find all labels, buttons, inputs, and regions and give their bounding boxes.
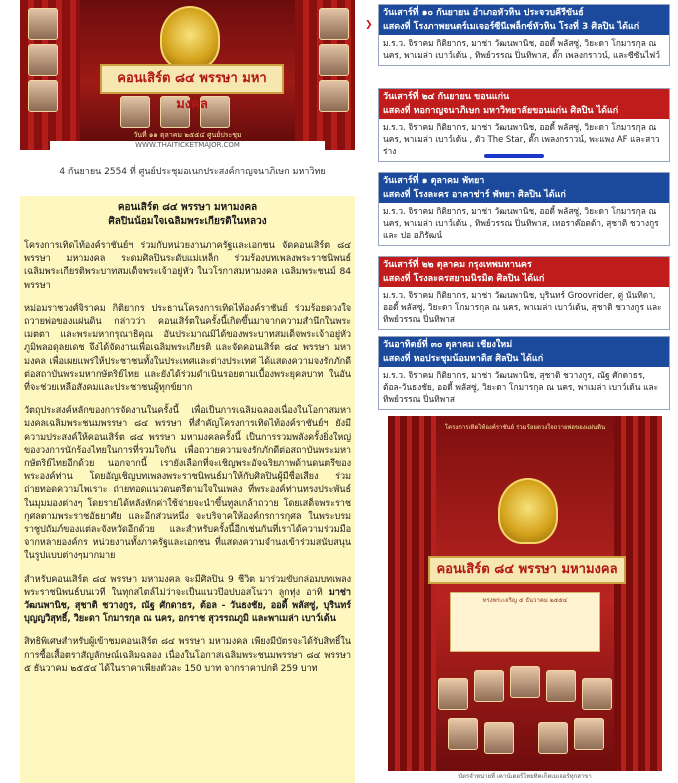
- article-paragraph: สิทธิพิเศษสำหรับผู้เข้าชมคอนเสิร์ต ๘๔ พรรษา มหามงคล เพียงมีบัตรจะได้รับสิทธิ์ในการซื้อเสื้อตราสัญลักษณ์เฉลิมฉลอง เนื่องในโอกาสเฉลิมพระชนมพรรษา ๘๔ พรรษา ๕ ธันวาคม ๒๕๕๔ ได้ในราคาเพียงตัวละ 150 บาท จากราคาปกติ 259 บาท: [24, 636, 351, 674]
- article-box: [20, 196, 355, 783]
- royal-emblem-icon: [498, 478, 558, 544]
- artist-portrait: [28, 44, 58, 76]
- schedule-date: วันเสาร์ที่ ๑๐ กันยายน อำเภอหัวหิน ประจวบคีรีขันธ์: [379, 5, 669, 21]
- schedule-venue: แสดงที่ โรงละครสยามนิรมิต ศิลปิน ได้แก่: [379, 273, 669, 287]
- article-paragraph: หม่อมราชวงศ์จิราคม กิติยากร ประธานโครงการเทิดไท้องค์ราชันย์ ร่วมร้อยดวงใจถวายพ่อของแผ่นดิน กล่าวว่า คอนเสิร์ตในครั้งนี้เกิดขึ้นมาจากความสำนึกในพระเมตตา และพระมหากรุณาธิคุณ อันประมาณมิได้ของพระบาทสมเด็จพระเจ้าอยู่หัวภูมิพลอดุลยเดช จึงได้จัดงานเพื่อเฉลิมพระเกียรติ และจัดคอนเสิร์ต ๘๔ พรรษา มหามงคล เพื่อเผยแพร่ให้ประชาชนทั้งในประเทศและต่างประเทศ ได้แสดงความจงรักภักดีต่อสถาบันพระมหากษัตริย์ไทย และยังได้ร่วมดำเนินรอยตามเบื้องพระยุคลบาท ในอันที่จะช่วยเหลือสังคมและประชาชนผู้ทุกข์ยาก: [24, 302, 351, 394]
- poster-curtain-left: [388, 416, 436, 783]
- artist-portrait: [474, 670, 504, 702]
- poster-footer: บัตรจำหน่ายที่ เคาน์เตอร์ไทยทิคเก็ตเมเจอร์ทุกสาขา: [388, 771, 662, 783]
- banner-title: คอนเสิร์ต ๘๔ พรรษา มหามงคล: [100, 64, 284, 94]
- schedule-artists: ม.ร.ว. จิราคม กิติยากร, มาช่า วัฒนพานิช, บุรินทร์ Groovrider, ตู่ นันทิดา, ออดี้ พลัสซู่, วิยะดา โกมารกุล ณ นคร, พาเมล่า เบาว์เด้น, สุชาติ ชวางกูร และทิพย์วรรณ ปิ่นทิพาส: [383, 290, 662, 324]
- image-caption: 4 กันยายน 2554 ที่ ศูนย์ประชุมอเนกประสงค์กาญจนาภิเษก มหาวิทย: [59, 167, 326, 177]
- artist-portrait: [319, 80, 349, 112]
- artist-portrait: [546, 670, 576, 702]
- schedule-artists: ม.ร.ว. จิราคม กิติยากร, มาช่า วัฒนพานิช, สุชาติ ชวางกูร, ณัฐ ศักดาธร, ต้อล-วันธงชัย, ออดี้ พลัสซู่, วิยะดา โกมารกุล ณ นคร, พาเมล่า เบาว์เด้น และทิพย์วรรณ ปิ่นทิพาส: [383, 370, 659, 404]
- artist-portrait: [120, 96, 150, 128]
- highlight-underline: [484, 154, 544, 158]
- poster-scroll: ทรงพระเจริญ ๕ ธันวาคม ๒๕๕๔: [450, 592, 600, 652]
- artist-portrait: [448, 718, 478, 750]
- schedule-card: [378, 256, 670, 330]
- article-subtitle: ศิลปินน้อมใจเฉลิมพระเกียรติในหลวง: [108, 216, 267, 227]
- schedule-artists: ม.ร.ว. จิราคม กิติยากร, มาช่า วัฒนพานิช, ออดี้ พลัสซู่, วิยะดา โกมารกุล ณ นคร, พาเมล่า เบาว์เด้น , ทิพย์วรรณ ปิ่นทิพาส, เทอราค๊อตต้า, สุชาติ ชวางกูร และ ปอ อภิรัฒน์: [383, 206, 659, 240]
- schedule-venue: แสดงที่ โรงละคร อาคาช่าร์ พัทยา ศิลปิน ได้แก่: [379, 189, 669, 203]
- schedule-artists: ม.ร.ว. จิราคม กิติยากร, มาช่า วัฒนพานิช, ออดี้ พลัสซู่, วิยะดา โกมารกุล ณ นคร, พาเมล่า เบาว์เด้น , ทิพย์วรรณ ปิ่นทิพาส, ตั๊ก เพลงกราวน์, และซีซันไฟว์: [383, 38, 660, 60]
- schedule-card: [378, 4, 670, 66]
- schedule-date: วันเสาร์ที่ ๒๒ ตุลาคม กรุงเทพมหานคร: [379, 257, 669, 273]
- artist-portrait: [438, 678, 468, 710]
- artist-list: มาช่า วัฒนพานิช, สุชาติ ชวางกูร, ณัฐ ศักดาธร, ต้อล - วันธงชัย, ออดี้ พลัสซู่, บุรินทร์ บุญญวิสุทธิ์, วิยะดา โกมารกุล ณ นคร, อกราช สุวรรณภูมิ และพาเมล่า เบาว์เด้น: [24, 586, 351, 625]
- schedule-card: [378, 88, 670, 162]
- article-paragraph: [24, 573, 351, 626]
- artist-portrait: [582, 678, 612, 710]
- article-paragraph: วัตถุประสงค์หลักของการจัดงานในครั้งนี้ เพื่อเป็นการเฉลิมฉลองเนื่องในโอกาสมหามงคลเฉลิมพระชนมพรรษา ๘๔ พรรษา ที่สำคัญโครงการเทิดไท้องค์ราชันย์ฯ ยังมีความประสงค์ให้คอนเสิร์ต ๘๔ พรรษา มหามงคลครั้งนี้ เป็นการรวมพลังครั้งยิ่งใหญ่ของวงการนักร้องไทยในการที่รวมใจกัน เพื่อถวายความจงรักภักดีต่อสถาบันพระมหากษัตริย์ไทยอีกด้วย นอกจากนี้ เรายังเลือกที่จะเชิญพระอัจฉริยภาพด้านดนตรีของพระองค์ท่าน โดยอัญเชิญบทเพลงพระราชนิพนธ์มาให้กับศิลปินผู้มีชื่อเสียง ร่วมถ่ายทอดความไพเราะ ถ่ายทอดแนวดนตรีตามใจในเพลง ที่พระองค์ท่านทรงประพันธ์ในมุมมองต่างๆ โดยรายได้หลังหักค่าใช้จ่ายจะนำขึ้นทูลเกล้าถวาย โดยเสด็จพระราชกุศลตามพระราชอัธยาศัย และอีกส่วนหนึ่ง จะบริจาคให้องค์กรการกุศล ในพระบรมราชูปถัมภ์ของแต่ละจังหวัดอีกด้วย และสำหรับครั้งนี้อีกเช่นกันที่เราได้ความร่วมมือจากหลายองค์กร หน่วยงานทั้งภาครัฐและเอกชน ที่แสดงความจำนงเข้าร่วมสนับสนุนในรูปแบบต่างๆมากมาย: [24, 405, 351, 562]
- banner-date: วันที่ ๑๑ ตุลาคม ๒๕๕๔ ศูนย์ประชุม: [133, 131, 242, 139]
- article-text: สำหรับคอนเสิร์ต ๘๔ พรรษา มหามงคล จะมีศิลปิน 9 ชีวิต มาร่วมขับกล่อมบทเพลงพระราชนิพนธ์บนเวที ในทุกสไตล์ไม่ว่าจะเป็นแนวป๊อปบอสโนวา ลูกทุ่ง อาทิ: [24, 573, 351, 598]
- poster-top-text: โครงการเทิดไท้องค์ราชันย์ ร่วมร้อยดวงใจถวายพ่อของแผ่นดิน: [444, 424, 606, 431]
- schedule-artists: ม.ร.ว. จิราคม กิติยากร, มาช่า วัฒนพานิช, ออดี้ พลัสซู่, วิยะดา โกมารกุล ณ นคร, พาเมล่า เบาว์เด้น , ตัว The Star, ตั๊ก เพลงกราวน์, พะแพง AF และสาวร่าง: [383, 122, 660, 156]
- royal-emblem-icon: [160, 6, 220, 70]
- artist-portrait: [28, 8, 58, 40]
- artist-portrait: [538, 722, 568, 754]
- right-column: [372, 0, 678, 783]
- bullet-icon: ❯: [365, 20, 373, 30]
- poster-title: คอนเสิร์ต ๘๔ พรรษา มหามงคล: [428, 556, 626, 584]
- article-title: คอนเสิร์ต ๘๔ พรรษา มหามงคล: [117, 202, 258, 213]
- poster-curtain-right: [614, 416, 662, 783]
- banner-url: WWW.THAITICKETMAJOR.COM: [50, 141, 325, 150]
- schedule-date: วันอาทิตย์ที่ ๓๐ ตุลาคม เชียงใหม่: [379, 337, 669, 353]
- concert-poster-image: [388, 416, 662, 783]
- schedule-date: วันเสาร์ที่ ๑ ตุลาคม พัทยา: [379, 173, 669, 189]
- schedule-venue: แสดงที่ หอประชุมน้อมหาดิส ศิลปิน ได้แก่: [379, 353, 669, 367]
- schedule-date: วันเสาร์ที่ ๒๔ กันยายน ขอนแก่น: [379, 89, 669, 105]
- article-paragraph: โครงการเทิดไท้องค์ราชันย์ฯ ร่วมกับหน่วยงานภาครัฐและเอกชน จัดคอนเสิร์ต ๘๔ พรรษา มหามงคล ระดมศิลปินระดับแม่เหล็ก ร่วมร้องบทเพลงพระราชนิพนธ์ เฉลิมพระเกียรติพระบาทสมเด็จพระเจ้าอยู่หัว ในวโรกาสมหามงคล เฉลิมพระชนม์ 84 พรรษา: [24, 240, 351, 291]
- schedule-venue: แสดงที่ โรงภาพยนตร์เมเจอร์ซีนีเพล็กซ์หัวหิน โรงที่ 3 ศิลปิน ได้แก่: [379, 21, 669, 35]
- artist-portrait: [484, 722, 514, 754]
- schedule-card: [378, 336, 670, 410]
- artist-portrait: [319, 44, 349, 76]
- schedule-venue: แสดงที่ หอกาญจนาภิเษก มหาวิทยาลัยขอนแก่น ศิลปิน ได้แก่: [379, 105, 669, 119]
- artist-portrait: [510, 666, 540, 698]
- artist-portrait: [319, 8, 349, 40]
- artist-portrait: [28, 80, 58, 112]
- concert-banner-image: [20, 0, 355, 150]
- artist-portrait: [574, 718, 604, 750]
- schedule-card: [378, 172, 670, 246]
